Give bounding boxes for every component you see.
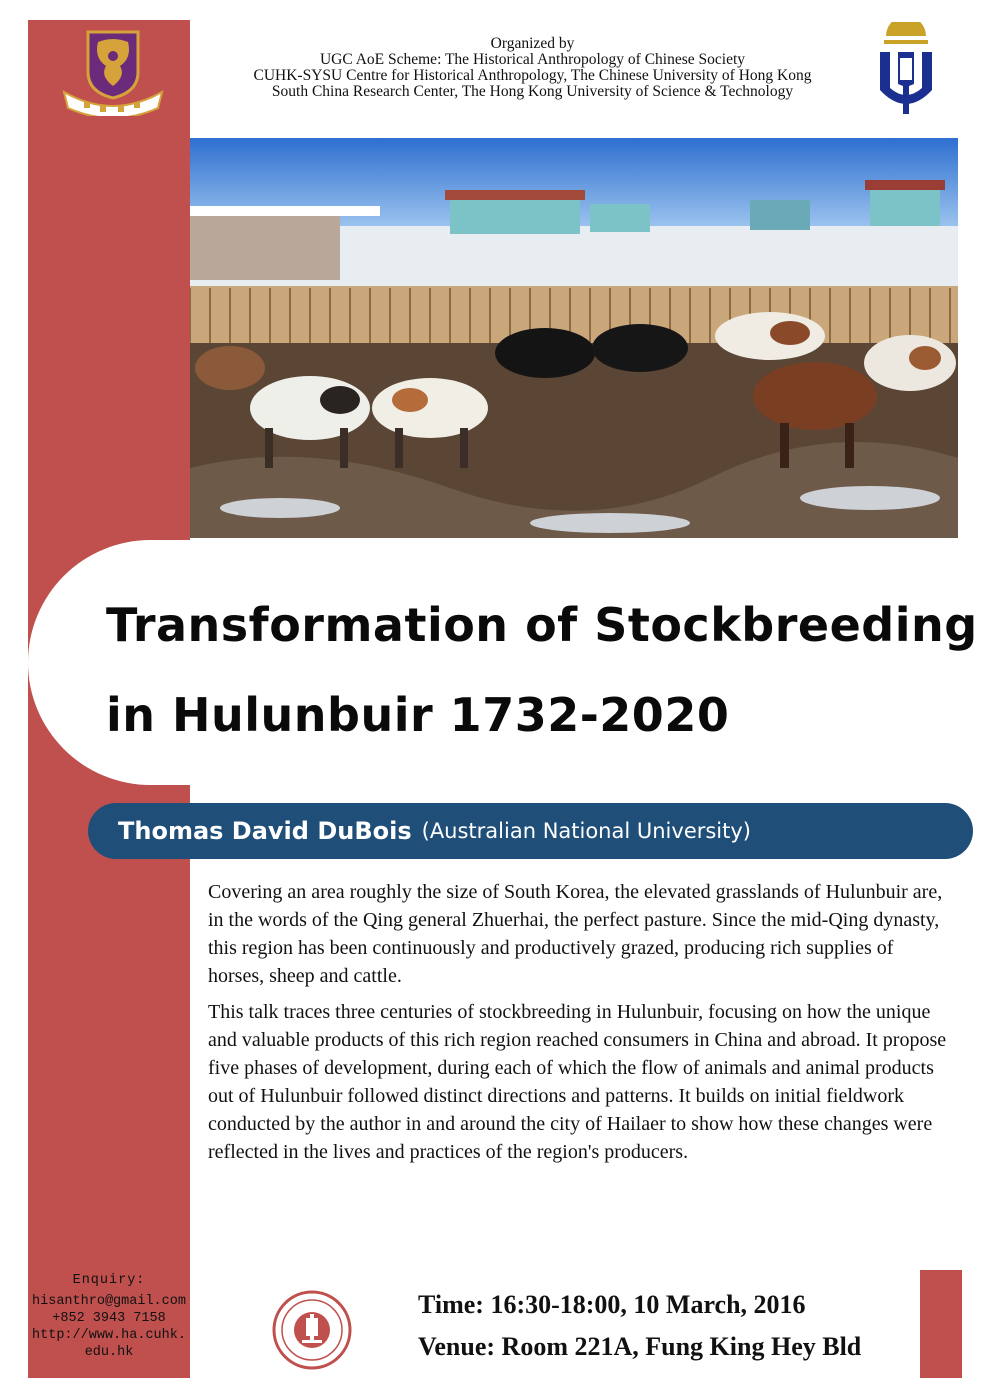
organizer-line: South China Research Center, The Hong Kong University of Science & Technology bbox=[271, 83, 794, 100]
title-panel bbox=[28, 540, 1000, 785]
enquiry-block bbox=[28, 1272, 190, 1361]
organizer-line: CUHK-SYSU Centre for Historical Anthropology, The Chinese University of Hong Kong bbox=[253, 67, 812, 84]
enquiry-website-cont[interactable]: edu.hk bbox=[84, 1345, 134, 1360]
talk-title-line1: Transformation of Stockbreeding bbox=[106, 598, 978, 652]
enquiry-phone: +852 3943 7158 bbox=[52, 1311, 166, 1326]
abstract bbox=[208, 878, 948, 1174]
event-time: Time: 16:30-18:00, 10 March, 2016 bbox=[418, 1290, 806, 1319]
organizer-block bbox=[195, 36, 870, 100]
corner-accent bbox=[920, 1270, 962, 1378]
speaker-affiliation: (Australian National University) bbox=[421, 819, 752, 843]
abstract-paragraph: Covering an area roughly the size of South Korea, the elevated grasslands of Hulunbuir are, in the words of the Qing general Zhuerhai, the perfect pasture. Since the mid-Qing dynasty, this region has been continuously and productively grazed, producing rich supplies of horses, sheep and cattle. bbox=[208, 881, 943, 987]
enquiry-heading: Enquiry: bbox=[72, 1273, 146, 1288]
talk-title-line2: in Hulunbuir 1732-2020 bbox=[106, 688, 730, 742]
hkust-emblem-icon bbox=[876, 22, 936, 122]
organizer-heading: Organized by bbox=[490, 35, 575, 52]
speaker-banner bbox=[88, 803, 973, 859]
enquiry-website[interactable]: http://www.ha.cuhk. bbox=[32, 1328, 186, 1343]
organizer-line: UGC AoE Scheme: The Historical Anthropology of Chinese Society bbox=[319, 51, 746, 68]
cattle-photo bbox=[190, 138, 958, 538]
abstract-paragraph: This talk traces three centuries of stockbreeding in Hulunbuir, focusing on how the unique and valuable products of this rich region reached consumers in China and abroad. It propose five phases of development, during each of which the flow of animals and animal products out of Hulunbuir followed distinct directions and patterns. It builds on initial fieldwork conducted by the author in and around the city of Hailaer to show how these changes were reflected in the lives and practices of the region's producers. bbox=[208, 1001, 947, 1163]
cuhk-crest-icon bbox=[60, 28, 166, 116]
historical-anthropology-seal-icon bbox=[272, 1290, 352, 1370]
enquiry-email[interactable]: hisanthro@gmail.com bbox=[32, 1294, 186, 1309]
event-venue: Venue: Room 221A, Fung King Hey Bld bbox=[418, 1332, 862, 1361]
speaker-name: Thomas David DuBois bbox=[118, 817, 412, 845]
